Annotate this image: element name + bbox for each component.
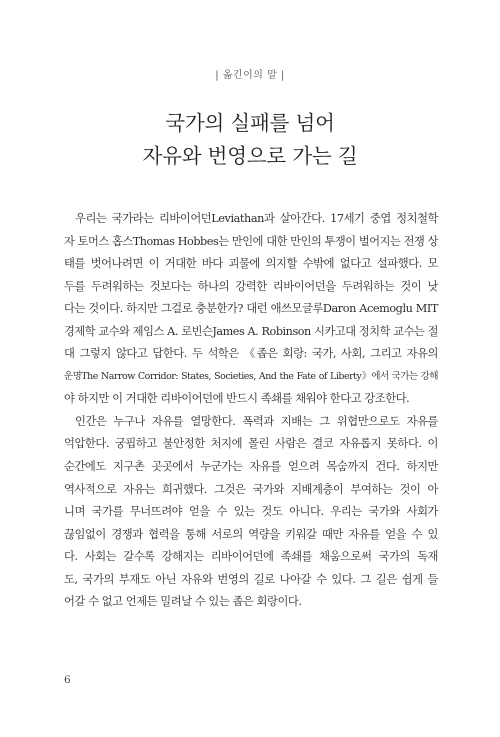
text-line: 도, 국가의 부재도 아닌 자유와 번영의 길로 나아갈 수 있다. 그 길은 쉽게 들 bbox=[64, 572, 438, 586]
chapter-title-line-2: 자유와 번영으로 가는 길 bbox=[142, 144, 358, 168]
text-line: 다. 사회는 갈수록 강해지는 리바이어던에 족쇄를 채움으로써 국가의 독재 bbox=[64, 550, 438, 564]
section-header: | 옮긴이의 말 | bbox=[215, 70, 285, 81]
text-line: 우리는 국가라는 리바이어던Leviathan과 살아간다. 17세기 중엽 정치철학 bbox=[75, 212, 438, 225]
text-line: 억압한다. 궁핍하고 불안정한 처지에 몰린 사람은 결코 자유롭지 못하다. 이 bbox=[64, 437, 438, 451]
text-line: 니며 국가를 무너뜨려야 얻을 수 있는 것도 아니다. 우리는 국가와 사회가 bbox=[64, 505, 438, 519]
chapter-title-line-1: 국가의 실패를 넘어 bbox=[165, 111, 335, 135]
paragraph-2 bbox=[64, 411, 438, 614]
text-line: 순간에도 지구촌 곳곳에서 누군가는 자유를 얻으려 목숨까지 건다. 하지만 bbox=[64, 460, 438, 474]
body-text bbox=[64, 208, 438, 614]
text-line: 경제학 교수와 제임스 A. 로빈슨James A. Robinson 시카고대 정치학 교수는 절 bbox=[64, 324, 438, 338]
text-line: 다는 것이다. 하지만 그걸로 충분한가? 대런 애쓰모글루Daron Acemoglu MIT bbox=[64, 302, 438, 316]
paragraph-1 bbox=[64, 208, 438, 411]
text-line: 대 그렇지 않다고 답한다. 두 석학은 《좁은 회랑: 국가, 사회, 그리고 자유의 bbox=[64, 347, 438, 361]
text-line: 자 토머스 홉스Thomas Hobbes는 만인에 대한 만인의 투쟁이 벌어지는 전쟁 상 bbox=[64, 234, 438, 248]
text-line: 야 하지만 이 거대한 리바이어던에 반드시 족쇄를 채워야 한다고 강조한다. bbox=[64, 392, 410, 406]
text-line: 인간은 누구나 자유를 열망한다. 폭력과 지배는 그 위협만으로도 자유를 bbox=[75, 414, 438, 428]
text-line: 역사적으로 자유는 희귀했다. 그것은 국가와 지배계층이 부여하는 것이 아 bbox=[64, 482, 438, 496]
text-line: 운명The Narrow Corridor: States, Societies, And the Fate of Liberty》에서 국가는 강해 bbox=[64, 370, 438, 382]
page-number: 6 bbox=[64, 674, 71, 686]
chapter-title bbox=[0, 107, 500, 173]
text-line: 두를 두려워하는 것보다는 하나의 강력한 리바이어던을 두려워하는 것이 낫 bbox=[64, 279, 438, 293]
text-line: 태를 벗어나려면 이 거대한 바다 괴물에 의지할 수밖에 없다고 설파했다. 모 bbox=[64, 257, 438, 271]
text-line: 끊임없이 경쟁과 협력을 통해 서로의 역량을 키워갈 때만 자유를 얻을 수 있 bbox=[64, 527, 438, 541]
text-line: 어갈 수 없고 언제든 밀려날 수 있는 좁은 회랑이다. bbox=[64, 595, 302, 609]
